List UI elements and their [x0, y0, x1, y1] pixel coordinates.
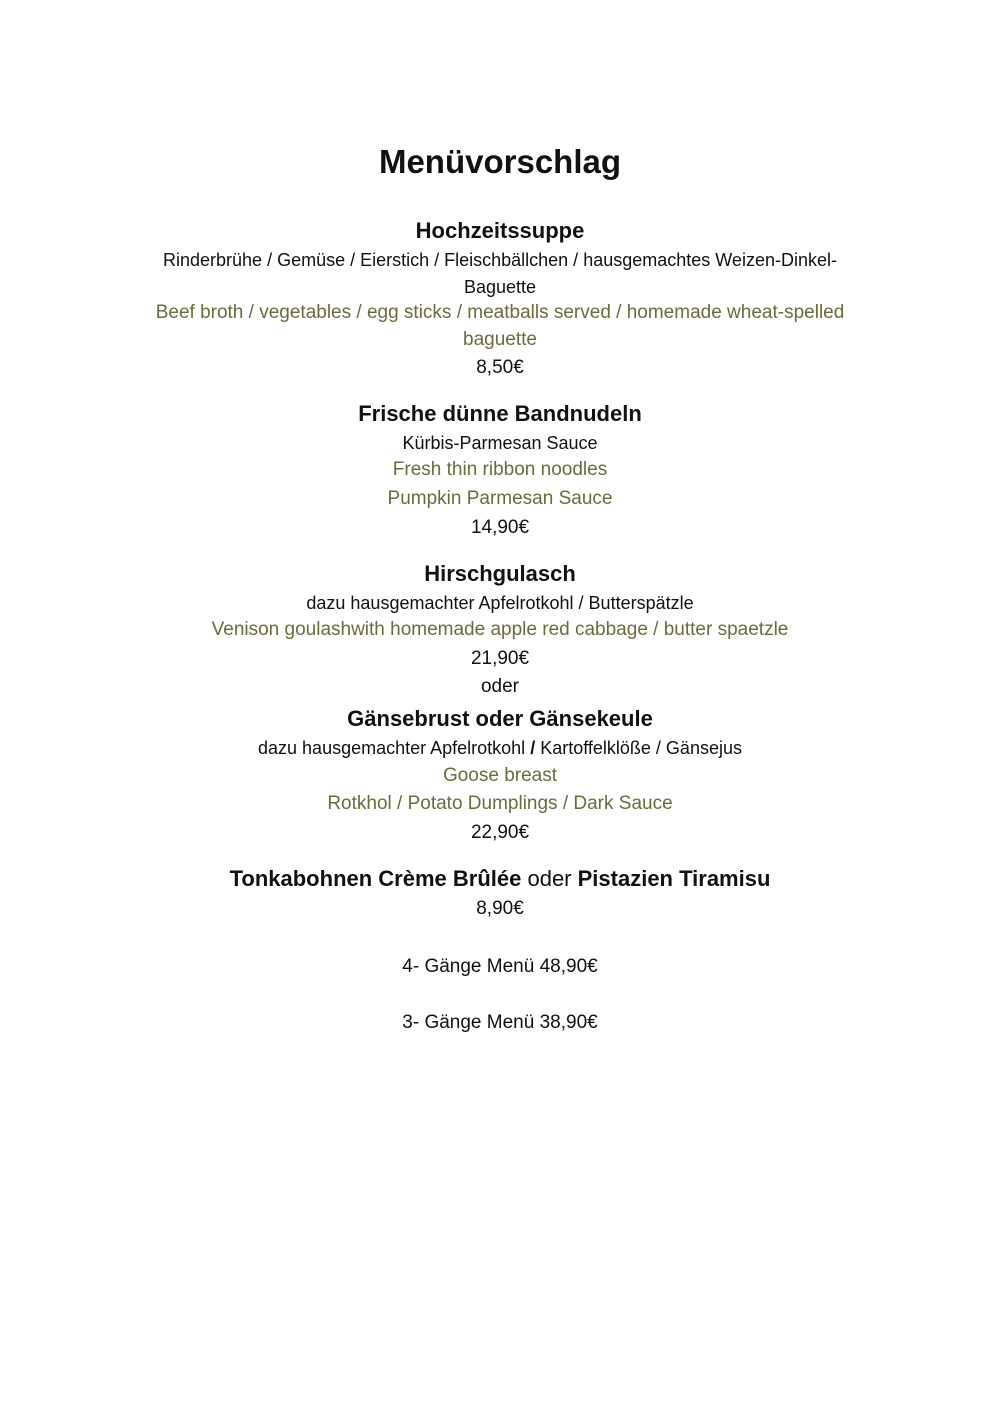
goose-description-en-line1: Goose breast [442, 765, 558, 786]
dessert-name [0, 866, 1000, 892]
pasta-description-en-line2: Pumpkin Parmesan Sauce [387, 488, 613, 509]
goose-description-de [0, 738, 1000, 759]
dessert-or: oder [521, 866, 578, 891]
dessert-name-tiramisu: Pistazien Tiramisu [577, 866, 771, 891]
soup-description-de-line1: Rinderbrühe / Gemüse / Eierstich / Fleischbällchen / hausgemachtes Weizen-Dinkel- [163, 250, 837, 270]
four-course-menu-price: 4- Gänge Menü 48,90€ [402, 956, 598, 977]
pasta-name: Frische dünne Bandnudeln [358, 401, 642, 426]
pasta-description-de: Kürbis-Parmesan Sauce [402, 433, 598, 453]
goose-name: Gänsebrust oder Gänsekeule [347, 706, 653, 731]
soup-description-en-line2: baguette [463, 329, 537, 350]
venison-name: Hirschgulasch [424, 561, 576, 586]
soup-description-en-line1: Beef broth / vegetables / egg sticks / meatballs served / homemade wheat-spelled [155, 302, 845, 323]
goose-description-de-slash: / [530, 738, 536, 758]
soup-description-de-line2: Baguette [463, 277, 537, 297]
pasta-price: 14,90€ [470, 517, 530, 538]
goose-description-de-part1: dazu hausgemachter Apfelrotkohl [258, 738, 531, 758]
three-course-menu-price: 3- Gänge Menü 38,90€ [402, 1012, 598, 1033]
pasta-description-en-line1: Fresh thin ribbon noodles [392, 459, 608, 480]
goose-description-de-part2: Kartoffelklöße / Gänsejus [535, 738, 742, 758]
dessert-price: 8,90€ [476, 898, 524, 919]
page-title: Menüvorschlag [378, 143, 622, 180]
venison-description-en: Venison goulashwith homemade apple red cabbage / butter spaetzle [211, 619, 789, 640]
soup-name: Hochzeitssuppe [415, 218, 585, 243]
goose-price: 22,90€ [470, 822, 530, 843]
venison-description-de: dazu hausgemachter Apfelrotkohl / Butterspätzle [306, 593, 694, 613]
dessert-name-creme-brulee: Tonkabohnen Crème Brûlée [229, 866, 522, 891]
soup-price: 8,50€ [476, 357, 524, 378]
goose-description-en-line2: Rotkhol / Potato Dumplings / Dark Sauce [327, 793, 673, 814]
venison-price: 21,90€ [470, 648, 530, 669]
or-separator: oder [480, 676, 520, 697]
